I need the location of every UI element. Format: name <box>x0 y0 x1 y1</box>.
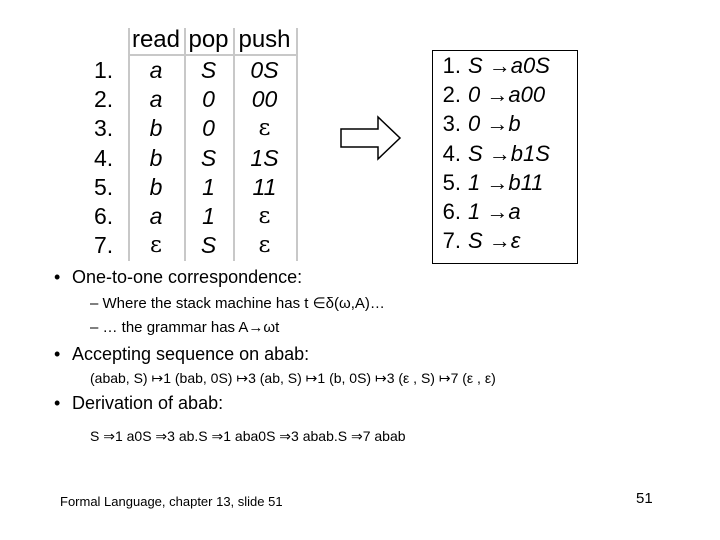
bullet-text: One-to-one correspondence: <box>72 267 303 287</box>
row-number: 5. <box>94 173 114 200</box>
cell-read: ε <box>150 232 162 259</box>
grammar-rule-number: 1. <box>442 53 461 78</box>
grammar-box <box>432 50 578 264</box>
sub-bullet-stack-machine: – Where the stack machine has t ∈δ(ω,A)… <box>90 295 385 312</box>
cell-push: 1S <box>250 144 279 171</box>
row-number: 3. <box>94 115 114 142</box>
grammar-rule-text: S →b1S <box>468 140 550 166</box>
grammar-rule-number: 7. <box>442 228 461 254</box>
cell-push: ε <box>258 203 271 229</box>
bullet-text: Derivation of abab: <box>72 393 224 413</box>
cell-pop: S <box>200 57 217 83</box>
bullet-text: Accepting sequence on abab: <box>72 344 310 364</box>
cell-read: a <box>149 86 163 113</box>
table-grid-line <box>296 28 298 261</box>
slide-number: 51 <box>636 490 653 507</box>
grammar-rule <box>433 226 579 255</box>
grammar-rule-text: S →a0S <box>468 53 550 78</box>
cell-pop: S <box>200 232 217 259</box>
row-number: 1. <box>94 57 114 83</box>
right-arrow-icon <box>340 115 402 161</box>
grammar-rule <box>433 109 579 138</box>
row-number: 2. <box>94 86 114 113</box>
footer-text: Formal Language, chapter 13, slide 51 <box>60 494 283 509</box>
header-read: read <box>131 26 181 53</box>
grammar-rule <box>433 168 579 197</box>
grammar-rule-number: 3. <box>442 111 461 137</box>
header-push: push <box>238 26 291 53</box>
grammar-rule-text: S →ε <box>468 228 521 254</box>
cell-push: ε <box>258 115 271 142</box>
cell-read: a <box>149 203 163 229</box>
cell-push: 11 <box>252 173 277 200</box>
accepting-sequence: (abab, S) ↦1 (bab, 0S) ↦3 (ab, S) ↦1 (b, 0S) ↦3 (ε , S) ↦7 (ε , ε) <box>90 370 496 386</box>
grammar-rule <box>433 139 579 168</box>
grammar-rule-number: 4. <box>442 140 461 166</box>
row-number: 4. <box>94 144 114 171</box>
cell-read: b <box>149 144 163 171</box>
cell-push: ε <box>258 232 271 259</box>
cell-read: a <box>149 57 163 83</box>
bullet-accepting: • Accepting sequence on abab: <box>54 344 310 364</box>
header-pop: pop <box>188 26 229 53</box>
cell-pop: 0 <box>202 115 215 142</box>
grammar-rule <box>433 80 579 109</box>
derivation-sequence: S ⇒1 a0S ⇒3 ab.S ⇒1 aba0S ⇒3 abab.S ⇒7 abab <box>90 428 406 444</box>
cell-pop: 1 <box>202 203 215 229</box>
bullet-correspondence: • One-to-one correspondence: <box>54 267 303 287</box>
cell-push: 0S <box>250 57 279 83</box>
cell-read: b <box>149 173 163 200</box>
cell-pop: 1 <box>202 173 215 200</box>
grammar-rule-text: 1 →a <box>468 199 521 224</box>
grammar-rule-number: 2. <box>442 82 461 108</box>
cell-pop: 0 <box>202 86 215 113</box>
sub-bullet-grammar: – … the grammar has A→ωt <box>90 319 280 336</box>
grammar-rule-text: 0 →b <box>468 111 521 137</box>
stack-machine-table <box>88 22 298 262</box>
grammar-rule-text: 0 →a00 <box>468 82 546 108</box>
cell-read: b <box>149 115 163 142</box>
cell-push: 00 <box>251 86 278 113</box>
row-number: 6. <box>94 203 114 229</box>
grammar-rule-number: 6. <box>442 199 461 224</box>
grammar-rule <box>433 51 579 80</box>
grammar-rule-number: 5. <box>442 169 461 195</box>
bullet-derivation: • Derivation of abab: <box>54 393 224 413</box>
grammar-rule-text: 1 →b11 <box>468 169 544 195</box>
row-number: 7. <box>94 232 114 259</box>
grammar-rule <box>433 197 579 226</box>
cell-pop: S <box>200 144 217 171</box>
